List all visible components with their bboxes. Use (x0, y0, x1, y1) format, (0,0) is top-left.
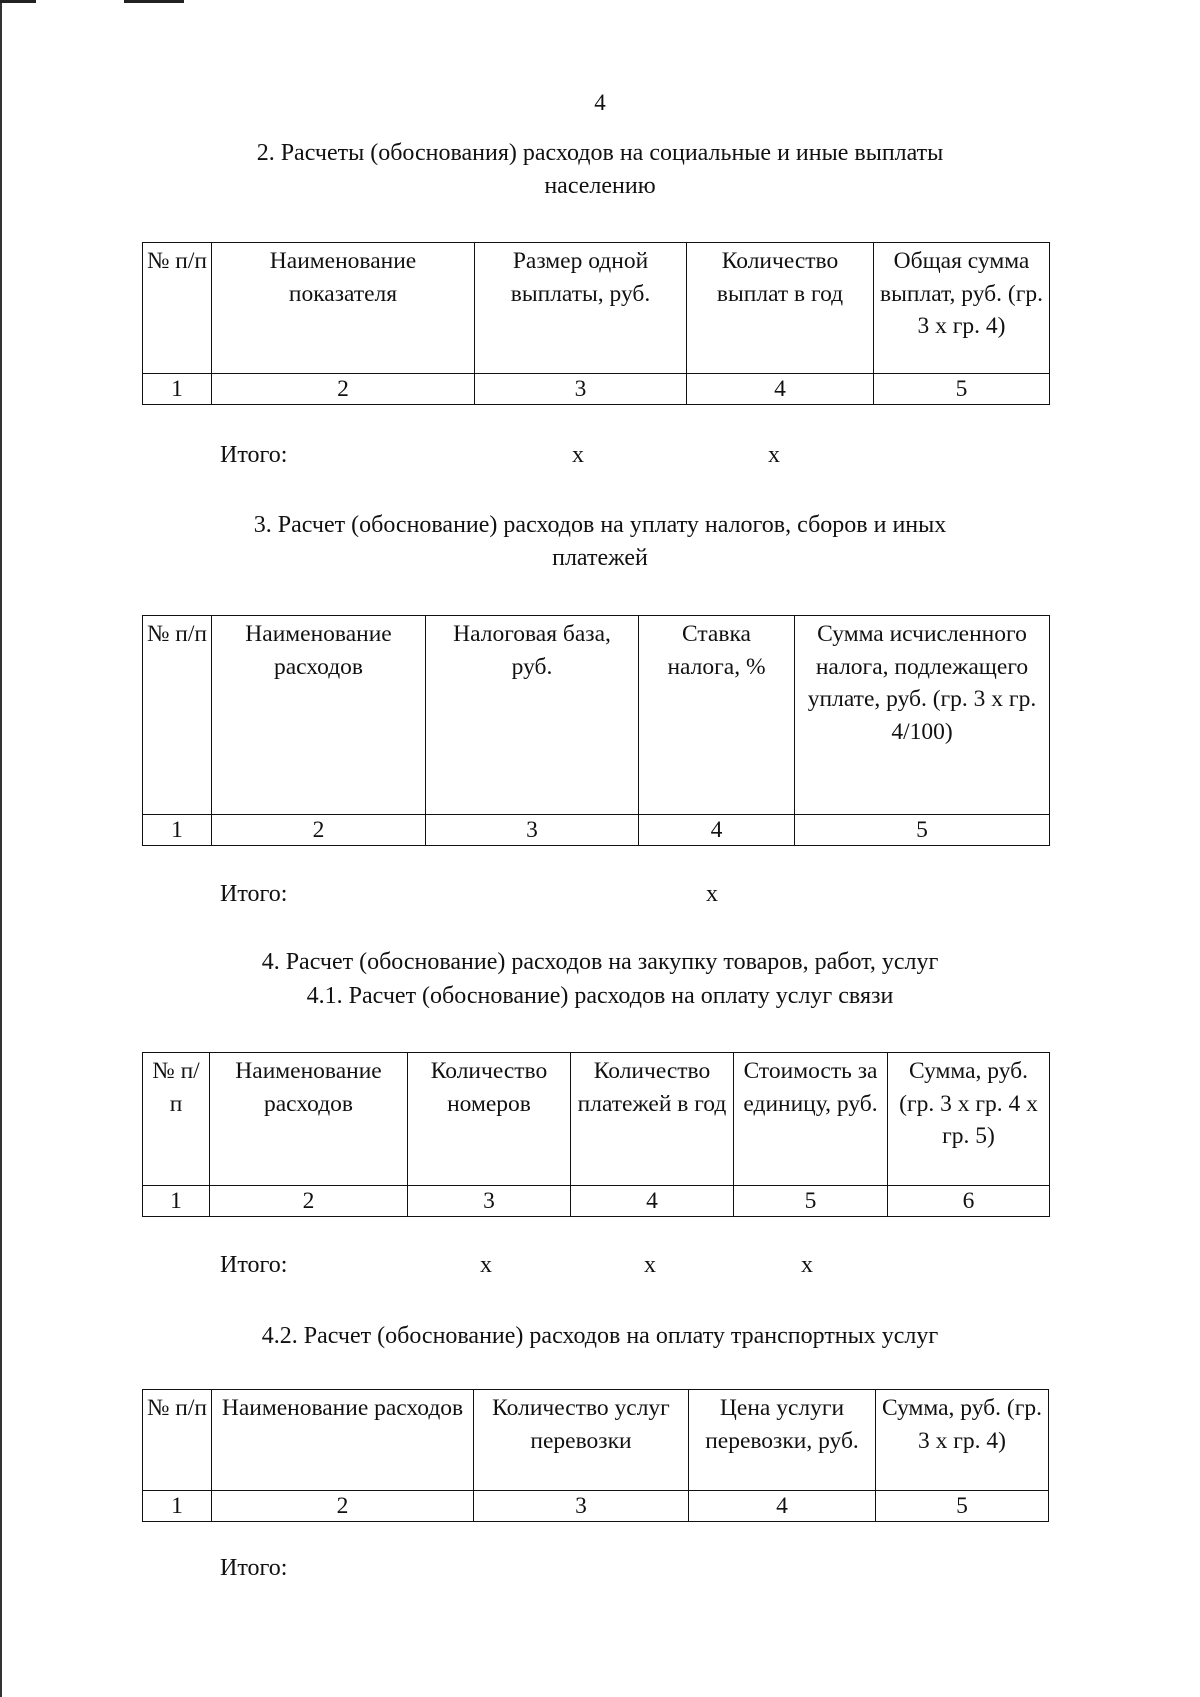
column-number: 4 (571, 1186, 734, 1217)
header-cell: Наименование расходов (212, 616, 426, 815)
header-cell: Сумма, руб. (гр. 3 х гр. 4 х гр. 5) (888, 1053, 1050, 1186)
communication-services-table (142, 1052, 1050, 1217)
section-4-1-title: 4.1. Расчет (обоснование) расходов на оплату услуг связи (306, 983, 894, 1009)
total-mark: x (801, 1252, 813, 1278)
taxes-table (142, 615, 1050, 846)
scan-mark (0, 0, 36, 3)
section-3-title-line-2: платежей (552, 545, 648, 571)
column-number-row (143, 815, 1050, 846)
table-header-row (143, 1390, 1049, 1491)
section-2-title-line-1: 2. Расчеты (обоснования) расходов на социальные и иные выплаты (256, 140, 944, 166)
header-cell: Стоимость за единицу, руб. (734, 1053, 888, 1186)
header-cell: Налоговая база, руб. (426, 616, 639, 815)
column-number: 3 (426, 815, 639, 846)
column-number: 1 (143, 374, 212, 405)
header-cell: Размер одной выплаты, руб. (475, 243, 687, 374)
header-cell: Наименование расходов (212, 1390, 474, 1491)
section-3-title-line-1: 3. Расчет (обоснование) расходов на уплату налогов, сборов и иных (253, 512, 947, 538)
column-number: 2 (210, 1186, 408, 1217)
column-number-row (143, 374, 1050, 405)
page-number: 4 (594, 90, 606, 115)
header-cell: Сумма исчисленного налога, подлежащего уплате, руб. (гр. 3 х гр. 4/100) (795, 616, 1050, 815)
column-number: 2 (212, 374, 475, 405)
table-header-row (143, 616, 1050, 815)
column-number-row (143, 1491, 1049, 1522)
section-2-title-line-2: населению (544, 173, 656, 199)
section-4-2-title: 4.2. Расчет (обоснование) расходов на оплату транспортных услуг (261, 1323, 939, 1349)
column-number: 4 (687, 374, 874, 405)
total-mark: x (644, 1252, 656, 1278)
header-cell: Количество выплат в год (687, 243, 874, 374)
header-cell: Количество услуг перевозки (474, 1390, 689, 1491)
table-header-row (143, 1053, 1050, 1186)
total-mark: x (480, 1252, 492, 1278)
column-number: 5 (874, 374, 1050, 405)
total-label: Итого: (220, 1555, 288, 1581)
total-mark: x (706, 881, 718, 907)
header-cell: Ставка налога, % (639, 616, 795, 815)
total-label: Итого: (220, 442, 288, 468)
column-number: 6 (888, 1186, 1050, 1217)
section-4-title: 4. Расчет (обоснование) расходов на закупку товаров, работ, услуг (261, 949, 939, 975)
scan-mark (124, 0, 184, 3)
header-cell: № п/п (143, 1053, 210, 1186)
column-number: 4 (689, 1491, 876, 1522)
scan-left-edge (0, 0, 2, 1697)
column-number: 3 (408, 1186, 571, 1217)
header-cell: № п/п (143, 243, 212, 374)
column-number: 1 (143, 1186, 210, 1217)
column-number: 2 (212, 1491, 474, 1522)
header-cell: № п/п (143, 1390, 212, 1491)
total-label: Итого: (220, 1252, 288, 1278)
header-cell: Количество платежей в год (571, 1053, 734, 1186)
section-3-title (150, 509, 1050, 575)
header-cell: Общая сумма выплат, руб. (гр. 3 х гр. 4) (874, 243, 1050, 374)
column-number: 1 (143, 815, 212, 846)
social-payments-table (142, 242, 1050, 405)
total-label: Итого: (220, 881, 288, 907)
section-2-title (150, 137, 1050, 203)
total-mark: x (768, 442, 780, 468)
header-cell: Цена услуги перевозки, руб. (689, 1390, 876, 1491)
column-number: 1 (143, 1491, 212, 1522)
header-cell: Сумма, руб. (гр. 3 х гр. 4) (876, 1390, 1049, 1491)
header-cell: Наименование показателя (212, 243, 475, 374)
column-number: 2 (212, 815, 426, 846)
column-number: 5 (734, 1186, 888, 1217)
header-cell: Количество номеров (408, 1053, 571, 1186)
table-header-row (143, 243, 1050, 374)
column-number: 5 (876, 1491, 1049, 1522)
column-number: 3 (475, 374, 687, 405)
column-number-row (143, 1186, 1050, 1217)
header-cell: № п/п (143, 616, 212, 815)
column-number: 3 (474, 1491, 689, 1522)
transport-services-table (142, 1389, 1049, 1522)
total-mark: x (572, 442, 584, 468)
column-number: 4 (639, 815, 795, 846)
column-number: 5 (795, 815, 1050, 846)
header-cell: Наименование расходов (210, 1053, 408, 1186)
